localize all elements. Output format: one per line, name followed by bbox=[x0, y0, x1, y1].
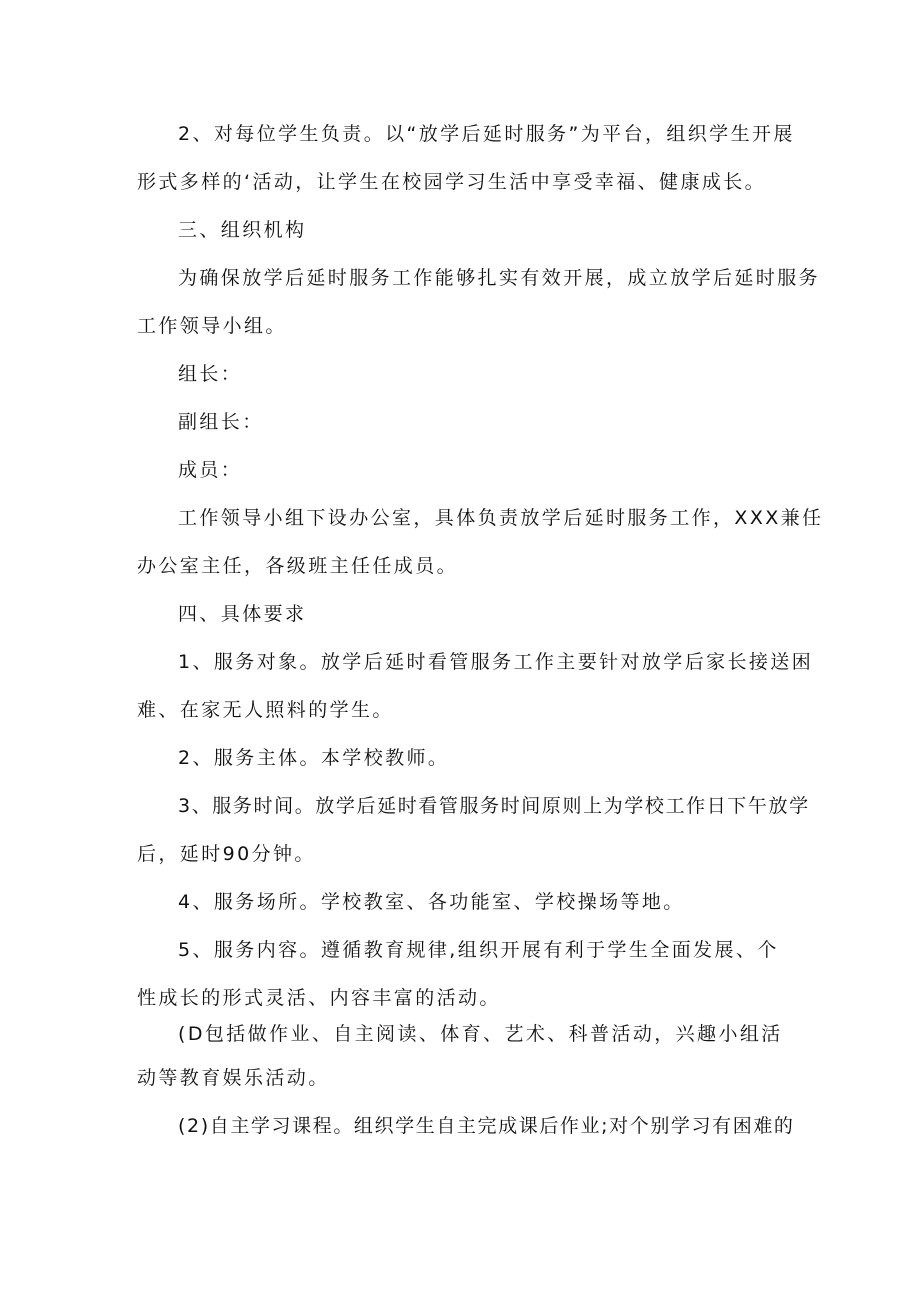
paragraph-line: 办公室主任，各级班主任任成员。 bbox=[137, 555, 459, 577]
paragraph-line: 2、对每位学生负责。以“放学后延时服务”为平台，组织学生开展 bbox=[178, 123, 795, 145]
paragraph-line: 5、服务内容。遵循教育规律,组织开展有利于学生全面发展、个 bbox=[178, 939, 779, 961]
role-label-members: 成员： bbox=[178, 459, 243, 481]
paragraph-line: 为确保放学后延时服务工作能够扎实有效开展，成立放学后延时服务 bbox=[178, 267, 821, 289]
paragraph-line: 动等教育娱乐活动。 bbox=[137, 1067, 330, 1089]
paragraph-line: 1、服务对象。放学后延时看管服务工作主要针对放学后家长接送困 bbox=[178, 651, 814, 673]
role-label-leader: 组长： bbox=[178, 363, 243, 385]
section-heading: 三、组织机构 bbox=[178, 219, 307, 241]
section-heading: 四、具体要求 bbox=[178, 603, 307, 625]
paragraph-line: 性成长的形式灵活、内容丰富的活动。 bbox=[137, 987, 501, 1009]
paragraph-line: 4、服务场所。学校教室、各功能室、学校操场等地。 bbox=[178, 891, 685, 913]
paragraph-line: 形式多样的‘活动，让学生在校园学习生活中享受幸福、健康成长。 bbox=[137, 171, 767, 193]
paragraph-line: (D包括做作业、自主阅读、体育、艺术、科普活动，兴趣小组活 bbox=[178, 1023, 783, 1045]
paragraph-line: 工作领导小组。 bbox=[137, 315, 287, 337]
paragraph-line: 3、服务时间。放学后延时看管服务时间原则上为学校工作日下午放学 bbox=[178, 795, 810, 817]
paragraph-line: 后，延时90分钟。 bbox=[137, 843, 316, 865]
paragraph-line: (2)自主学习课程。组织学生自主完成课后作业;对个别学习有困难的 bbox=[178, 1115, 795, 1137]
paragraph-line: 工作领导小组下设办公室，具体负责放学后延时服务工作，XXX兼任 bbox=[178, 507, 824, 529]
paragraph-line: 难、在家无人照料的学生。 bbox=[137, 699, 394, 721]
paragraph-line: 2、服务主体。本学校教师。 bbox=[178, 747, 450, 769]
role-label-deputy: 副组长： bbox=[178, 411, 264, 433]
